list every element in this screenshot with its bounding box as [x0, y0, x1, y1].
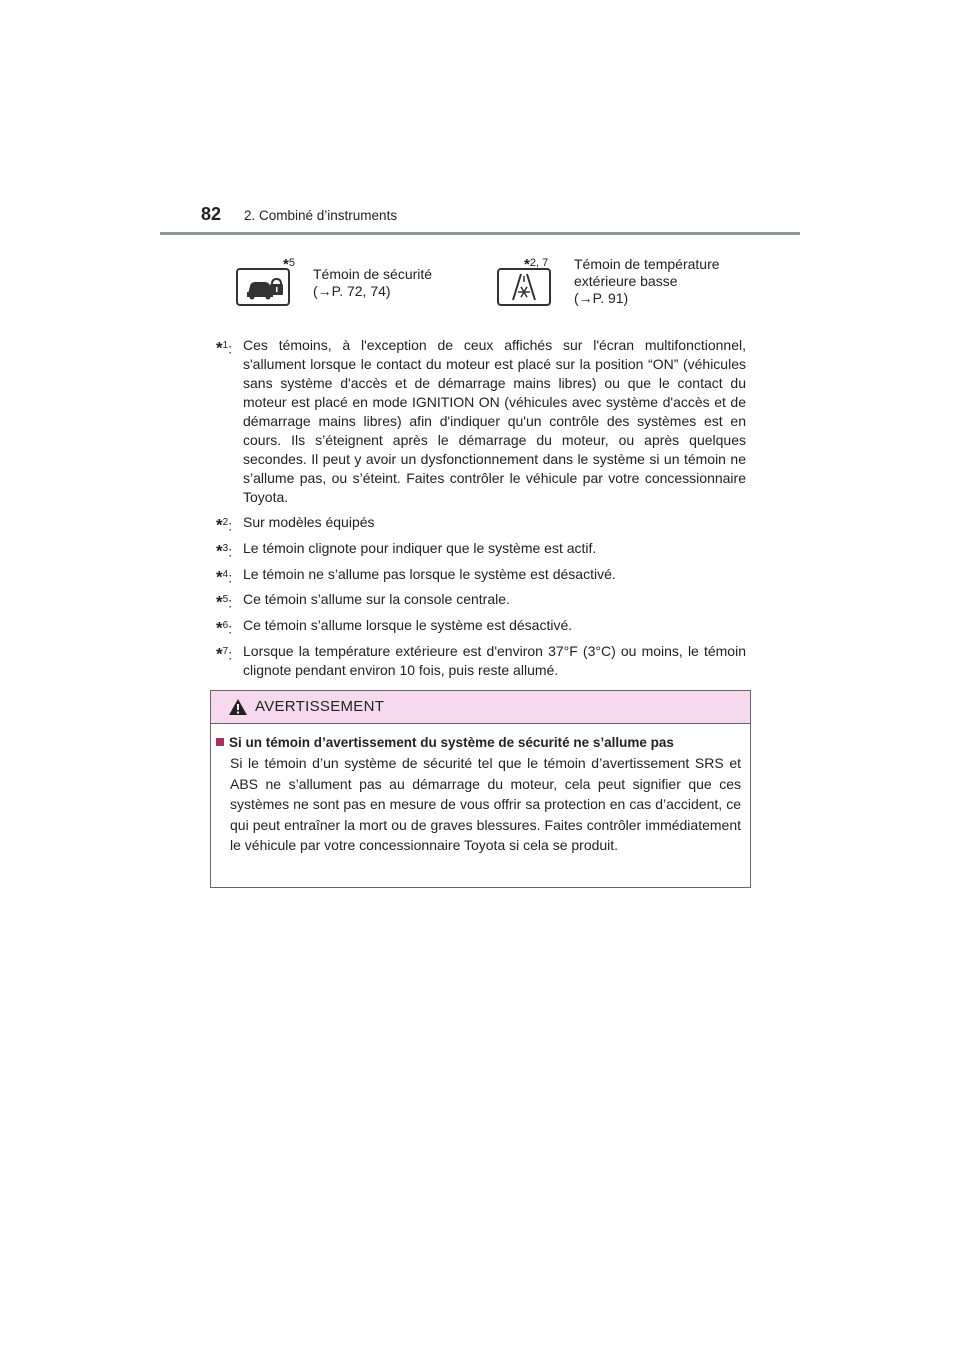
- low-outside-temperature-icon: [497, 268, 551, 306]
- footnote: *$^2$: Sur modèles équipés: [216, 514, 375, 535]
- bullet-square-icon: [216, 738, 224, 746]
- chapter-title: 2. Combiné d’instruments: [244, 208, 398, 223]
- footnote: *$^6$: Ce témoin s’allume lorsque le système est désactivé.: [216, 617, 573, 638]
- page-number: 82: [201, 204, 222, 224]
- footnote: *$^7$: Lorsque la température extérieure est d'environ 37°F (3°C) ou moins, le témoin clignote pendant environ 10 fois, puis reste allumé.: [216, 643, 746, 678]
- indicator-note: *2, 7: [524, 256, 549, 273]
- warning-header: [211, 691, 750, 724]
- warning-title: AVERTISSEMENT: [255, 698, 385, 715]
- indicator-label: Témoin de température extérieure basse (→P. 91): [574, 256, 720, 306]
- warning-triangle-icon: [228, 698, 248, 721]
- security-indicator-icon: [236, 268, 290, 306]
- warning-body: Si le témoin d’un système de sécurité tel que le témoin d’avertissement SRS et ABS ne s’allument pas au démarrage du moteur, cela peut signifier que ces systèmes ne sont pas en mesure de vous offrir sa protection en cas d’accident, ce qui peut entraîner la mort ou de graves blessures. Faites contrôler immédiatement le véhicule par votre concessionnaire Toyota si cela se produit.: [230, 755, 741, 853]
- footnote: *$^4$: Le témoin ne s’allume pas lorsque le système est désactivé.: [216, 566, 616, 587]
- indicator-label: Témoin de sécurité (→P. 72, 74): [313, 266, 433, 299]
- footnote: *$^5$: Ce témoin s’allume sur la console centrale.: [216, 591, 510, 612]
- footnote: *$^3$: Le témoin clignote pour indiquer que le système est actif.: [216, 540, 597, 561]
- footnote: *$^1$: Ces témoins, à l'exception de ceux affichés sur l'écran multifonctionnel, s'allument lorsque le contact du moteur est placé sur la position “ON” (véhicules sans système d'accès et de démarrage mains libres) ou que le contact du moteur est placé en mode IGNITION ON (véhicules avec système d'accès et de démarrage mains libres) afin d'indiquer qu'un contrôle des systèmes est en cours. Ils s’éteignent après le démarrage du moteur, ou après quelques secondes. Il peut y avoir un dysfonctionnement dans le système si un témoin ne s’allume pas, ou s’éteint. Faites contrôler le véhicule par votre concessionnaire Toyota.: [216, 337, 746, 505]
- indicator-note: *5: [283, 256, 295, 273]
- warning-box: [210, 690, 751, 888]
- header-rule: [160, 232, 800, 235]
- warning-subtitle: Si un témoin d’avertissement du système de sécurité ne s’allume pas: [216, 735, 674, 750]
